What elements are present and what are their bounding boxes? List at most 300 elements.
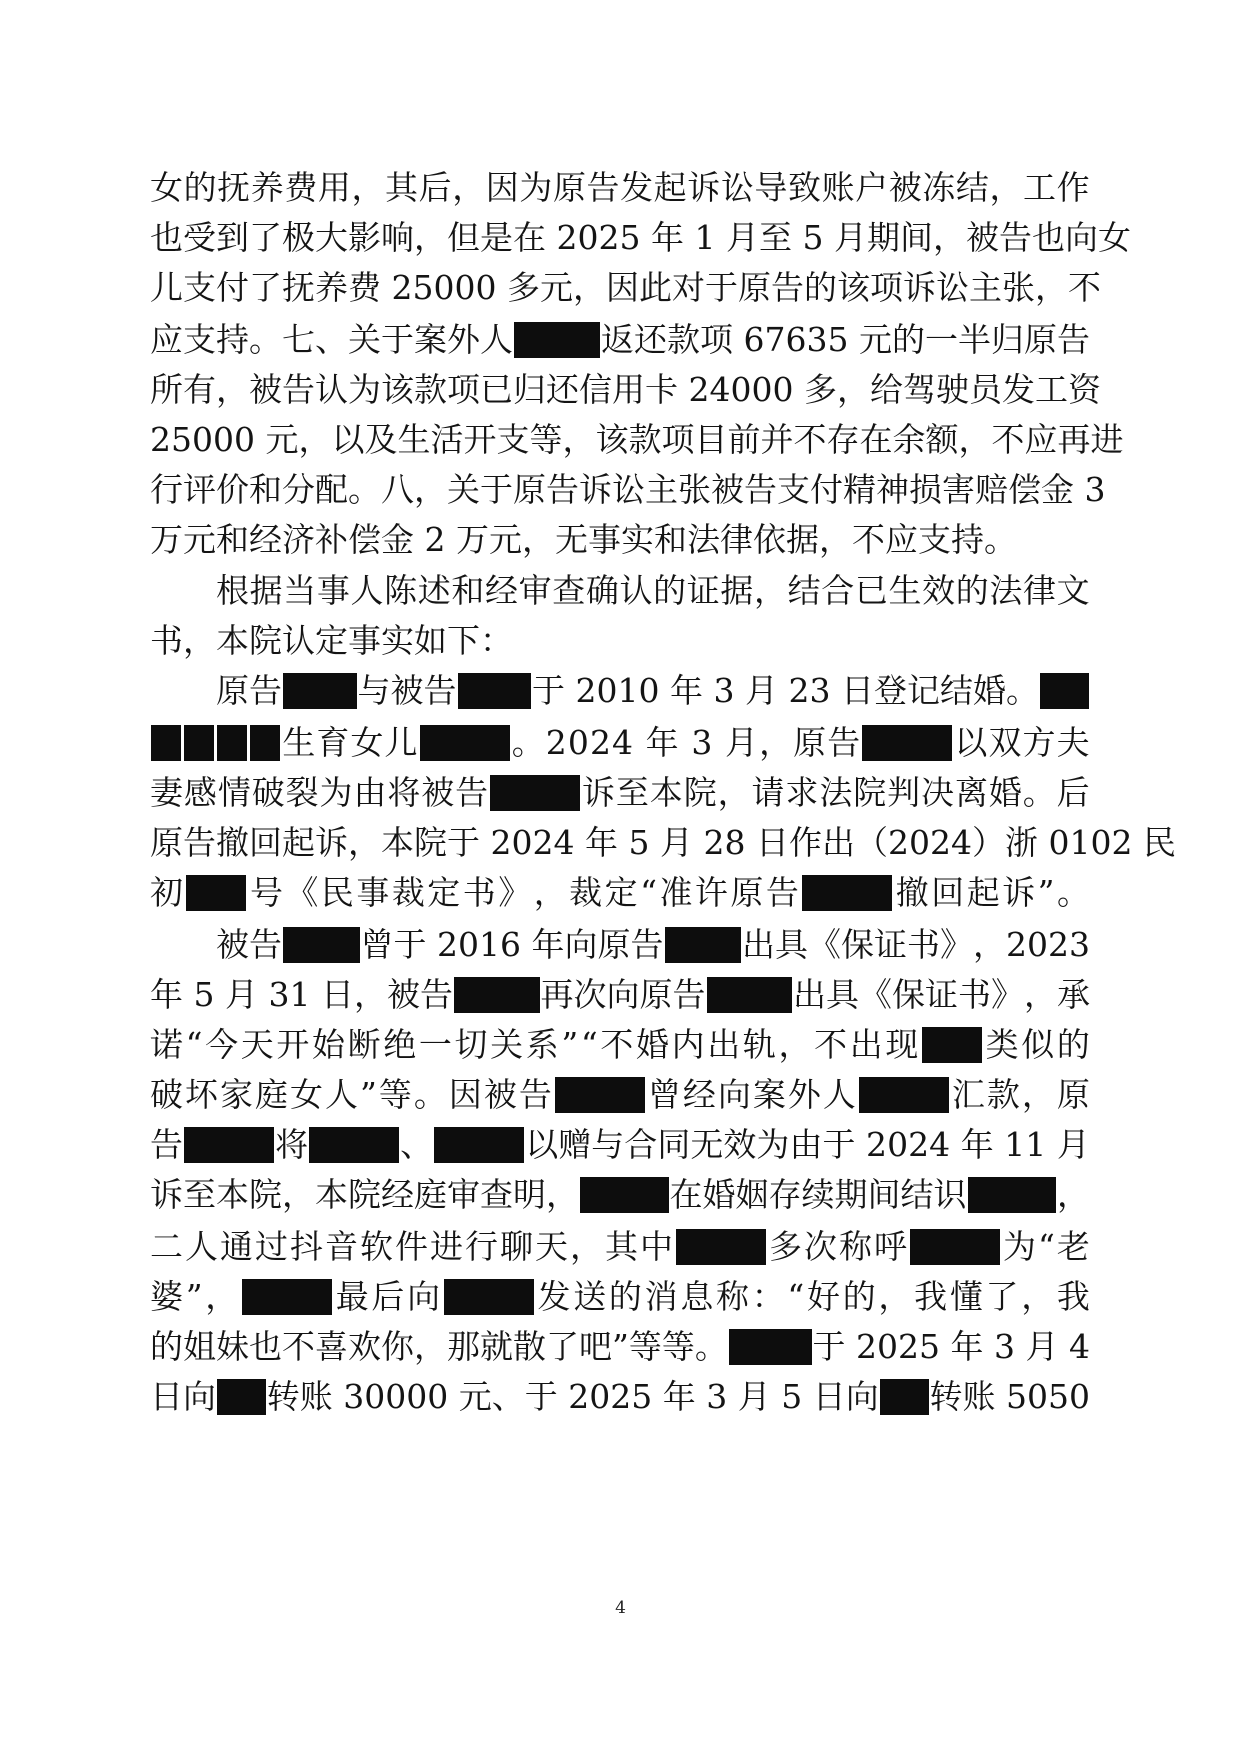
text-char xyxy=(792,210,803,266)
text-char: 最 xyxy=(335,1277,369,1316)
text-char: 的 xyxy=(804,268,837,307)
text-char: 就 xyxy=(480,1327,513,1366)
text-char: 本 xyxy=(381,823,414,862)
text-char: 还 xyxy=(546,370,579,409)
text-char: 告 xyxy=(455,773,489,812)
text-char xyxy=(940,1319,951,1375)
text-char: 间 xyxy=(867,1175,901,1214)
text-char xyxy=(183,967,194,1023)
text-char: 。 xyxy=(1022,773,1056,812)
text-char: 不 xyxy=(793,420,827,459)
text-char: 0 xyxy=(427,1377,449,1416)
text-char: 2 xyxy=(1111,823,1133,862)
text-line xyxy=(150,512,1090,568)
text-char: 由 xyxy=(789,1125,823,1164)
text-char: 0 xyxy=(406,1377,428,1416)
text-char: 院 xyxy=(348,1175,381,1214)
text-char: 似 xyxy=(1021,1025,1055,1064)
text-char: 保 xyxy=(892,975,925,1014)
text-char: ， xyxy=(1021,1277,1055,1316)
text-char: 出 xyxy=(707,1025,741,1064)
text-char: 卡 xyxy=(645,370,678,409)
text-char: 登 xyxy=(874,671,907,710)
text-char: 被 xyxy=(387,975,420,1014)
text-char: 月 xyxy=(834,218,867,257)
text-char: 该 xyxy=(381,370,414,409)
text-char: 的 xyxy=(183,168,217,207)
redaction-block xyxy=(880,1379,929,1415)
text-char: 元 xyxy=(540,268,573,307)
text-char: 案 xyxy=(414,320,447,359)
text-char: 元 xyxy=(489,520,522,559)
text-char: 2 xyxy=(598,218,620,257)
text-char: 的 xyxy=(842,1277,876,1316)
text-char: 告 xyxy=(249,925,282,964)
text-char: 月 xyxy=(737,1377,771,1416)
text-char: 育 xyxy=(316,723,350,762)
text-char: 喜 xyxy=(315,1327,348,1366)
text-char: 0 xyxy=(909,823,930,862)
text-char: 发 xyxy=(537,1277,571,1316)
text-char: 审 xyxy=(518,571,552,610)
text-char: 费 xyxy=(284,168,318,207)
text-char: 于 xyxy=(532,671,565,710)
text-char: 与 xyxy=(591,1125,625,1164)
text-char: 家 xyxy=(220,1075,253,1114)
text-char: 原 xyxy=(793,723,827,762)
text-char: 年 xyxy=(150,975,183,1014)
text-char xyxy=(650,815,661,871)
text-char: 因 xyxy=(485,168,519,207)
text-char: ， xyxy=(414,1327,447,1366)
text-char: ： xyxy=(480,621,513,660)
text-char: 付 xyxy=(810,470,843,509)
text-char: 养 xyxy=(250,168,284,207)
text-char: 类 xyxy=(985,1025,1019,1064)
text-char: 价 xyxy=(216,470,249,509)
text-char: 律 xyxy=(720,520,753,559)
text-char xyxy=(1059,1319,1070,1375)
text-char: 主 xyxy=(969,268,1002,307)
text-char: 半 xyxy=(958,320,991,359)
text-char: 5 xyxy=(631,1377,653,1416)
text-char: 0 xyxy=(1027,925,1048,964)
text-char: 4 xyxy=(1069,1327,1090,1366)
text-char: 0 xyxy=(596,671,618,710)
text-char: 等 xyxy=(529,420,563,459)
redaction-block xyxy=(420,725,510,761)
text-char: 院 xyxy=(853,773,887,812)
text-char: 初 xyxy=(150,873,183,912)
text-char: 于 xyxy=(393,925,427,964)
text-char: 也 xyxy=(249,1327,282,1366)
text-char: 冻 xyxy=(922,168,956,207)
text-char: 账 xyxy=(821,168,855,207)
text-char: 再 xyxy=(540,975,574,1014)
text-char xyxy=(634,715,645,771)
text-line xyxy=(150,1369,1090,1425)
text-char: 还 xyxy=(634,320,667,359)
text-char: 因 xyxy=(448,1075,482,1114)
text-char: 6 xyxy=(743,320,765,359)
text-char: 我 xyxy=(1056,1277,1090,1316)
text-char: 了 xyxy=(985,1277,1019,1316)
text-char: ， xyxy=(778,1025,812,1064)
text-char: 曾 xyxy=(647,1075,681,1114)
text-char: 月 xyxy=(1056,1125,1090,1164)
text-char: 至 xyxy=(759,218,792,257)
text-char: 裂 xyxy=(285,773,319,812)
text-char: 原 xyxy=(216,671,249,710)
text-char xyxy=(448,1369,459,1425)
text-char: 不 xyxy=(852,520,885,559)
text-char: 神 xyxy=(876,470,909,509)
text-char: 影 xyxy=(348,218,381,257)
text-char: 认 xyxy=(315,370,348,409)
text-char: 女 xyxy=(350,723,384,762)
text-char: 2 xyxy=(1006,925,1027,964)
text-char: 无 xyxy=(555,520,588,559)
text-char: 年 xyxy=(960,1125,994,1164)
text-char xyxy=(696,1369,707,1425)
text-char: 该 xyxy=(595,420,629,459)
text-char: 八 xyxy=(381,470,414,509)
text-char: 。 xyxy=(1057,873,1090,912)
redaction-block xyxy=(707,977,793,1013)
text-char: 元 xyxy=(183,520,216,559)
text-line xyxy=(150,1269,1090,1325)
text-char: 额 xyxy=(925,420,959,459)
text-char: 元 xyxy=(265,420,299,459)
text-char: 为 xyxy=(519,168,553,207)
text-char: 你 xyxy=(381,1327,414,1366)
text-char: 求 xyxy=(785,773,819,812)
text-char: 转 xyxy=(266,1377,300,1416)
text-char: 民 xyxy=(1143,823,1176,862)
text-char: 5 xyxy=(827,320,849,359)
text-char: 呼 xyxy=(874,1227,907,1266)
text-char: 进 xyxy=(1090,420,1124,459)
text-char: 后 xyxy=(1056,773,1090,812)
text-char: 2 xyxy=(391,268,413,307)
text-char: 、 xyxy=(400,1125,434,1164)
text-char xyxy=(565,663,576,719)
text-char: 间 xyxy=(900,218,933,257)
text-char: “ xyxy=(580,1025,598,1064)
text-char: ， xyxy=(754,571,787,610)
text-char: ” xyxy=(612,1327,629,1366)
text-char: 定 xyxy=(427,873,461,912)
text-char: 0 xyxy=(1048,823,1070,862)
text-char: 付 xyxy=(216,268,249,307)
text-char: 天 xyxy=(535,1227,568,1266)
text-char: 合 xyxy=(624,1125,658,1164)
text-char: 结 xyxy=(900,1175,934,1214)
text-char: 行 xyxy=(150,470,183,509)
text-char: 支 xyxy=(183,268,216,307)
text-char: 5 xyxy=(802,218,824,257)
text-char: 。 xyxy=(511,723,545,762)
text-char: 2 xyxy=(532,823,554,862)
text-char: 撤 xyxy=(895,873,929,912)
text-char: ， xyxy=(1057,1175,1090,1214)
text-char xyxy=(575,815,586,871)
text-char: ， xyxy=(452,168,486,207)
text-char: 于 xyxy=(524,1377,558,1416)
text-char: 5 xyxy=(1048,1377,1069,1416)
text-char: 后 xyxy=(418,168,452,207)
text-char: 4 xyxy=(553,823,575,862)
text-char: 事 xyxy=(356,873,390,912)
redaction-block xyxy=(968,1177,1057,1213)
text-char: 开 xyxy=(276,1025,310,1064)
text-char: 1 xyxy=(479,925,500,964)
text-char: 过 xyxy=(255,1227,288,1266)
text-char: 1 xyxy=(694,218,716,257)
text-char: 日 xyxy=(321,975,354,1014)
text-char: 4 xyxy=(709,370,731,409)
text-char: 到 xyxy=(216,218,249,257)
text-char xyxy=(994,1117,1005,1173)
text-char: 出 xyxy=(793,975,826,1014)
text-char: 、 xyxy=(315,320,348,359)
redaction-block xyxy=(309,1127,399,1163)
text-char xyxy=(713,715,724,771)
text-char: 款 xyxy=(986,1075,1020,1114)
text-char xyxy=(1038,815,1049,871)
text-char: 的 xyxy=(892,320,925,359)
text-char: 的 xyxy=(955,571,989,610)
text-char: 认 xyxy=(282,621,315,660)
text-char: 告 xyxy=(827,723,861,762)
text-char: 也 xyxy=(1032,218,1065,257)
text-char: 关 xyxy=(348,320,381,359)
text-char: 本 xyxy=(649,773,683,812)
text-char: 如 xyxy=(414,621,447,660)
text-char xyxy=(996,1369,1007,1425)
text-char: 日 xyxy=(150,1377,183,1416)
text-char: 被 xyxy=(421,773,455,812)
text-char: 0 xyxy=(577,218,599,257)
text-char: 据 xyxy=(720,571,754,610)
text-char: 实 xyxy=(381,621,414,660)
text-char: 配 xyxy=(315,470,348,509)
text-char: 当 xyxy=(283,571,317,610)
text-char: 诉 xyxy=(581,773,615,812)
text-char: ” xyxy=(360,1075,377,1114)
text-char: ， xyxy=(717,773,751,812)
text-char: 0 xyxy=(511,823,533,862)
text-char: 女 xyxy=(1098,218,1131,257)
text-char: 庭 xyxy=(414,1175,447,1214)
text-char: 应 xyxy=(885,520,918,559)
text-char: 认 xyxy=(619,571,653,610)
text-char: 事 xyxy=(588,520,621,559)
text-char: 感 xyxy=(183,773,217,812)
text-char: 年 xyxy=(585,823,618,862)
text-char: 根 xyxy=(216,571,249,610)
text-char: 赔 xyxy=(975,470,1008,509)
text-char: 回 xyxy=(249,823,282,862)
text-char: 婚 xyxy=(636,1025,669,1064)
text-char: 曾 xyxy=(360,925,394,964)
text-char: 金 xyxy=(1041,470,1074,509)
text-char: 效 xyxy=(922,571,956,610)
text-char: 1 xyxy=(617,671,639,710)
text-char: 年 xyxy=(531,925,565,964)
text-char: 驾 xyxy=(903,370,936,409)
text-char: 查 xyxy=(552,571,586,610)
text-char: 据 xyxy=(786,520,819,559)
text-char: 3 xyxy=(994,1327,1015,1366)
text-char: 结 xyxy=(955,168,989,207)
text-char: 书 xyxy=(150,621,183,660)
text-char: 项 xyxy=(447,370,480,409)
text-char: 法 xyxy=(819,773,853,812)
redaction-block xyxy=(922,1027,982,1063)
text-char: ， xyxy=(973,925,1006,964)
text-char: 向 xyxy=(845,1377,879,1416)
text-char: 法 xyxy=(687,520,720,559)
text-char: 明 xyxy=(513,1175,546,1214)
text-line xyxy=(150,312,1090,368)
text-char: 七 xyxy=(282,320,315,359)
text-char: 所 xyxy=(150,370,183,409)
redaction-block xyxy=(458,673,532,709)
text-char: ， xyxy=(989,168,1023,207)
text-char: 2 xyxy=(930,823,951,862)
text-char: 8 xyxy=(724,823,746,862)
redaction-block xyxy=(802,875,892,911)
text-char xyxy=(824,210,835,266)
text-char: 不 xyxy=(282,1327,315,1366)
text-char: ， xyxy=(759,723,793,762)
text-char: 期 xyxy=(834,1175,868,1214)
text-char xyxy=(733,312,744,368)
text-char: 二 xyxy=(150,1227,183,1266)
text-char: 应 xyxy=(1024,420,1058,459)
redaction-block xyxy=(444,1279,534,1315)
text-char: ， xyxy=(348,823,381,862)
text-char: 为 xyxy=(1003,1227,1036,1266)
text-line xyxy=(150,210,1131,266)
text-line xyxy=(150,1319,1090,1375)
text-char: 持 xyxy=(951,520,984,559)
text-char: 无 xyxy=(690,1125,724,1164)
text-char xyxy=(1046,1117,1057,1173)
text-char: 据 xyxy=(249,571,283,610)
text-char: 保 xyxy=(841,925,874,964)
text-char: 姻 xyxy=(735,1175,769,1214)
text-char: 绝 xyxy=(383,1025,417,1064)
text-char: 信 xyxy=(579,370,612,409)
text-char: 持 xyxy=(216,320,249,359)
text-char: 0 xyxy=(385,1377,407,1416)
text-char: 3 xyxy=(809,671,831,710)
text-char: 诉 xyxy=(1002,873,1036,912)
text-char xyxy=(446,512,457,568)
text-char: 年 xyxy=(651,218,684,257)
text-char: 4 xyxy=(612,723,634,762)
text-char: 期 xyxy=(867,218,900,257)
text-char: ， xyxy=(562,420,596,459)
text-char: 不 xyxy=(600,1025,634,1064)
text-char xyxy=(678,362,689,418)
redaction-block xyxy=(184,1127,274,1163)
text-char: 。 xyxy=(694,1327,728,1366)
text-char: 向 xyxy=(564,925,598,964)
text-char: 事 xyxy=(316,571,350,610)
redaction-block xyxy=(242,1279,332,1315)
text-char: 2 xyxy=(888,823,909,862)
text-char: 与 xyxy=(357,671,391,710)
text-char: 好 xyxy=(807,1277,840,1316)
redaction-block xyxy=(490,775,580,811)
text-char: 起 xyxy=(282,823,315,862)
text-char: 称 xyxy=(839,1227,872,1266)
text-char: 月 xyxy=(1025,1327,1059,1366)
text-char: 事 xyxy=(348,621,381,660)
text-char: ， xyxy=(546,1175,579,1214)
text-char: ” xyxy=(185,1277,203,1316)
text-char: 2 xyxy=(866,1125,888,1164)
text-char: 以 xyxy=(954,723,988,762)
text-char: ， xyxy=(351,168,385,207)
text-char: 前 xyxy=(727,420,761,459)
text-char: 其 xyxy=(605,1227,638,1266)
text-char: 款 xyxy=(667,320,700,359)
text-char: 告 xyxy=(518,1075,552,1114)
text-char: 5 xyxy=(919,1327,940,1366)
text-char: 等 xyxy=(378,1075,412,1114)
text-char: 2 xyxy=(856,1327,877,1366)
text-char: 开 xyxy=(463,420,497,459)
text-char: 告 xyxy=(423,671,457,710)
text-char: 向 xyxy=(407,1277,441,1316)
text-char: 本 xyxy=(315,1175,348,1214)
text-char: （ xyxy=(855,823,888,862)
text-char: 判 xyxy=(887,773,921,812)
text-char: 的 xyxy=(1056,1025,1090,1064)
text-char: 2 xyxy=(437,925,458,964)
text-char: 0 xyxy=(475,268,497,307)
text-char: 0 xyxy=(364,1377,386,1416)
text-char: 2 xyxy=(688,370,710,409)
text-char: 院 xyxy=(414,823,447,862)
text-char: 2 xyxy=(908,1125,930,1164)
text-char: 的 xyxy=(653,571,687,610)
text-char: ” xyxy=(561,1025,579,1064)
text-line xyxy=(216,563,1090,619)
text-char: 被 xyxy=(966,218,999,257)
text-char: 起 xyxy=(966,873,1000,912)
text-char: 外 xyxy=(787,1075,821,1114)
text-char: 破 xyxy=(251,773,285,812)
text-char: 经 xyxy=(682,1075,716,1114)
text-char: 再 xyxy=(1057,420,1091,459)
redaction-block xyxy=(729,1329,812,1365)
text-char: 证 xyxy=(686,571,720,610)
text-char xyxy=(546,210,557,266)
redaction-block xyxy=(283,927,360,963)
text-char: 。 xyxy=(413,1075,447,1114)
text-char: 诉 xyxy=(687,168,721,207)
text-char: 有 xyxy=(183,370,216,409)
text-char: 进 xyxy=(430,1227,463,1266)
text-char xyxy=(258,967,269,1023)
text-char xyxy=(950,1117,961,1173)
text-char: 和 xyxy=(216,520,249,559)
